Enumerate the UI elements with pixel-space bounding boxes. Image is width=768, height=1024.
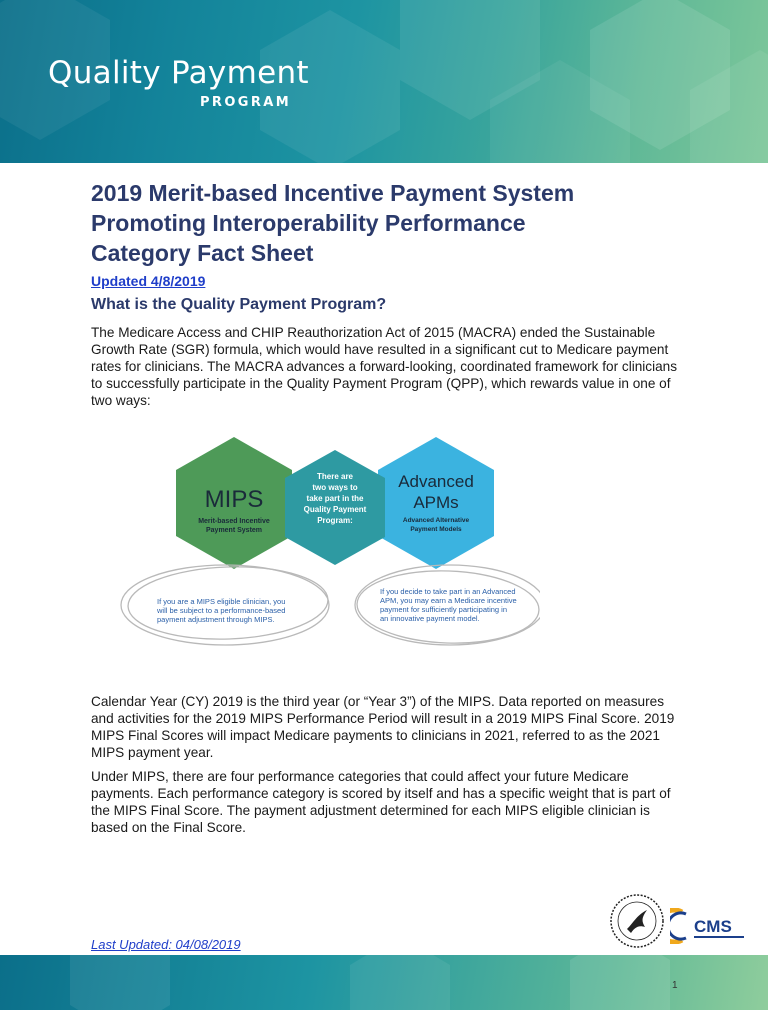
cms-logo-text: CMS [694,917,732,936]
footer-hexagon-pattern [0,955,768,1010]
apm-title-1: Advanced [398,472,474,491]
title-line-3: Category Fact Sheet [91,240,314,266]
qpp-diagram [120,425,540,665]
center-line-5: Program: [317,516,353,525]
footer-banner [0,955,768,1010]
right-note-1: If you decide to take part in an Advanced [380,587,516,596]
logo-title: Quality Payment [48,55,309,91]
intro-paragraph: The Medicare Access and CHIP Reauthorization Act of 2015 (MACRA) ended the Sustainable Growth Rate (SGR) formula, which would have resulted in a significant cut to Medicare payment rates for clinicians. The MACRA advances a forward-looking, coordinated framework for clinicians to successfully participate in the Quality Payment Program (QPP), which rewards value in one of two ways: [91,325,678,408]
calendar-year-paragraph: Calendar Year (CY) 2019 is the third year (or “Year 3”) of the MIPS. Data reported on measures and activities for the 2019 MIPS Performance Period will result in a 2019 MIPS Final Score. 2019 MIPS Final Scores will impact Medicare payments to clinicians in 2021, referred to as the 2021 MIPS payment year. [91,694,675,760]
left-note-3: payment adjustment through MIPS. [157,615,275,624]
apm-sub-1: Advanced Alternative [402,517,470,524]
right-note-4: an innovative payment model. [380,614,480,623]
apm-sub-2: Payment Models [410,526,462,533]
updated-link[interactable]: Updated 4/8/2019 [91,273,206,289]
performance-categories-paragraph: Under MIPS, there are four performance categories that could affect your future Medicare payments. Each performance category is scored by itself and has a specific weight that is part of the MIPS Final Score. The payment adjustment determined for each MIPS eligible clinician is based on the Final Score. [91,769,671,835]
center-line-3: take part in the [306,494,364,503]
center-line-2: two ways to [312,483,358,492]
right-note-2: APM, you may earn a Medicare incentive [380,596,517,605]
cms-logo [670,908,750,944]
center-line-4: Quality Payment [303,505,367,514]
mips-sub-1: Merit-based Incentive [198,518,270,525]
header-banner [0,0,768,163]
page-number: 1 [672,980,678,991]
apm-title-2: APMs [413,493,459,512]
hhs-seal-icon [609,893,665,949]
mips-title: MIPS [204,486,264,513]
left-note-2: will be subject to a performance-based [157,606,286,615]
mips-sub-2: Payment System [205,527,263,534]
logo-subtitle: PROGRAM [200,95,292,110]
document-title [91,178,691,268]
title-line-2: Promoting Interoperability Performance [91,210,526,236]
right-note-3: payment for sufficiently participating in [380,605,508,614]
title-line-1: 2019 Merit-based Incentive Payment System [91,180,575,206]
left-note-1: If you are a MIPS eligible clinician, you [157,597,286,606]
center-line-1: There are [316,472,354,481]
last-updated-link[interactable]: Last Updated: 04/08/2019 [91,937,241,952]
section-heading: What is the Quality Payment Program? [91,296,387,313]
